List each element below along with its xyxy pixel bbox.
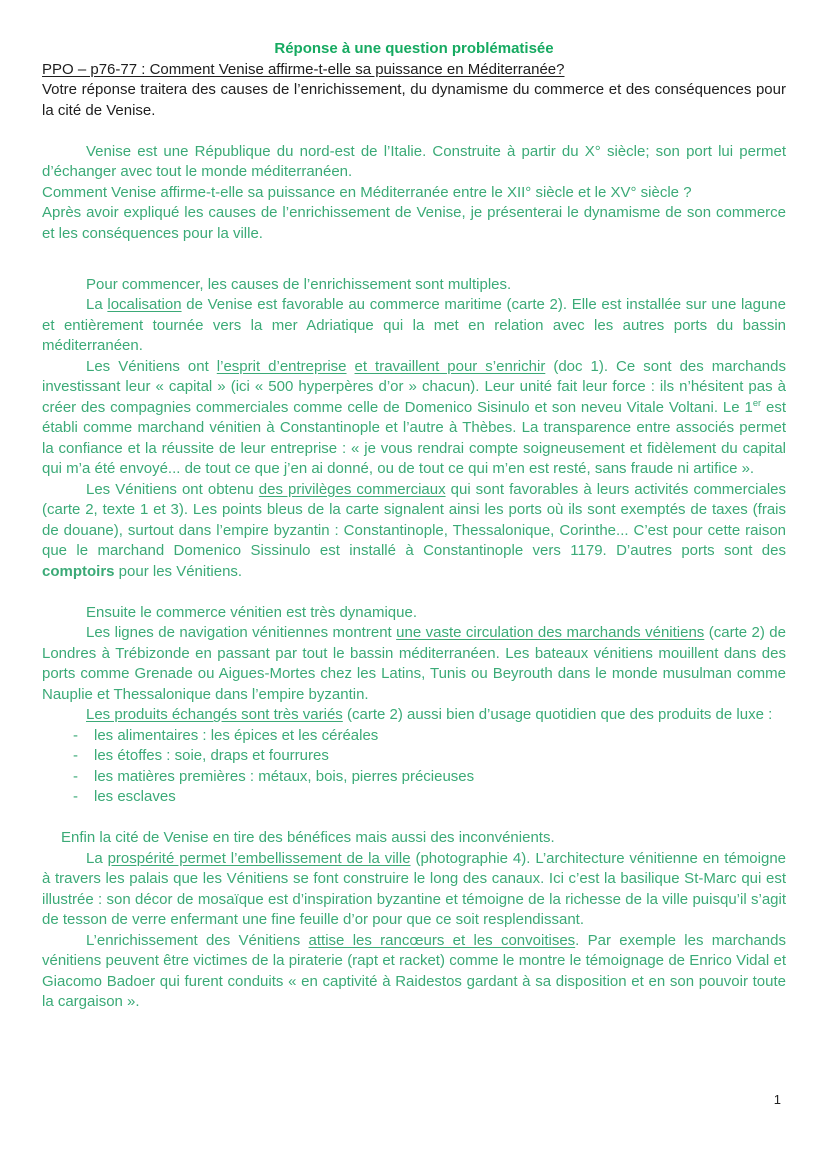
intro-paragraph <box>42 142 791 183</box>
text-run: Comment Venise affirme-t-elle sa puissance en Méditerranée entre le XII° siècle et le XV° siècle ? <box>42 183 692 201</box>
doc-subject-heading <box>42 60 786 81</box>
list-dash-marker: - <box>73 767 78 785</box>
text-run: (doc 1). Ce sont des marchands investissant leur « capital » (ici « 500 hyperpères d’or » chacun). Leur unité fait leur force : ils n’hésitent pas à créer des compagnies commerciales comme celle de Domenico Sisinulo et son neveu Vitale Voltani. Le 1 <box>42 357 791 416</box>
part1-intro <box>42 275 786 296</box>
text-run: Enfin la cité de Venise en tire des bénéfices mais aussi des inconvénients. <box>61 829 555 847</box>
text-run: Les Vénitiens ont <box>86 357 217 375</box>
text-run <box>347 358 355 375</box>
text-run: (carte 2) de Londres à Trébizonde en passant par tout le bassin méditerranéen. Les bateaux vénitiens mouillent dans des ports comme Grenade ou Aigues-Mortes chez les Latins, Tunis ou Beyrouth dans le monde musulman comme Nauplie et Thessalonique dans l’empire byzantin. <box>42 624 791 703</box>
part1-privileges <box>42 480 791 583</box>
part2-navigation <box>42 623 791 705</box>
list-dash-marker: - <box>73 788 78 806</box>
list-item-text <box>94 727 378 744</box>
text-run: (carte 2) aussi bien d’usage quotidien que des produits de luxe : <box>342 706 773 724</box>
text-run: (photographie 4). L’architecture vénitienne en témoigne à travers les palais que les Vénitiens se font construire le long des canaux. Ici c’est la basilique St-Marc qui est illustrée : son décor de mosaïque est d’inspiration byzantine et témoigne de la richesse de la ville puisqu’il s’agit de tesson de verre enfermant une fine feuille d’or pour que ce soit resplendissant. <box>42 849 791 929</box>
list-item <box>42 767 786 788</box>
text-run: les étoffes : soie, draps et fourrures <box>94 747 329 765</box>
underlined-text: PPO – p76-77 : Comment Venise affirme-t-elle sa puissance en Méditerranée? <box>42 60 565 78</box>
underlined-text: Les produits échangés sont très variés <box>86 706 343 724</box>
list-dash-marker: - <box>73 747 78 765</box>
text-run: Venise est une République du nord-est de l’Italie. Construite à partir du X° siècle; son port lui permet d’échanger avec tout le monde méditerranéen. <box>42 142 791 180</box>
list-item-text <box>94 788 176 805</box>
bold-text: comptoirs <box>42 562 115 580</box>
spacer <box>42 582 786 603</box>
text-run: les matières premières : métaux, bois, pierres précieuses <box>94 767 475 785</box>
superscript-text: er <box>752 397 762 408</box>
underlined-text: des privilèges commerciaux <box>258 480 446 498</box>
underlined-text: prospérité permet l’embellissement de la ville <box>107 849 411 867</box>
text-run: L’enrichissement des Vénitiens <box>86 931 309 949</box>
list-item-text <box>94 747 329 764</box>
list-dash-marker: - <box>73 726 78 744</box>
list-item <box>42 746 786 767</box>
text-run: de Venise est favorable au commerce maritime (carte 2). Elle est installée sur une lagune et entièrement tournée vers la mer Adriatique qui la met en relation avec les autres ports du bassin méditerranéen. <box>42 296 791 355</box>
doc-title <box>42 39 786 60</box>
produits-list <box>42 726 786 808</box>
text-run: . Par exemple les marchands vénitiens peuvent être victimes de la piraterie (rapt et racket) comme le montre le témoignage de Enrico Vidal et Giacomo Badoer qui furent conduits « en captivité à Raidestos gardant à sa disposition et en son pouvoir toute la cargaison ». <box>42 931 791 1011</box>
document-body <box>42 39 791 1013</box>
text-run: Les Vénitiens ont obtenu <box>86 480 259 498</box>
text-run: qui sont favorables à leurs activités commerciales (carte 2, texte 1 et 3). Les points bleus de la carte signalent ainsi les ports où ils sont exemptés de taxes (frais de douane), surtout dans l’empire byzantin : Constantinople, Thessalonique, Corinthe... C’est pour cette raison que le marchand Domenico Sissinulo est installé à Constantinople vers 1179. D’autres ports sont des <box>42 480 791 560</box>
part2-produits <box>42 705 786 726</box>
part3-prosperite <box>42 849 791 931</box>
part1-esprit-entreprise <box>42 357 791 480</box>
text-run: Pour commencer, les causes de l’enrichissement sont multiples. <box>86 275 512 293</box>
text-run: Les lignes de navigation vénitiennes montrent <box>86 624 397 642</box>
text-run: Après avoir expliqué les causes de l’enrichissement de Venise, je présenterai le dynamisme de son commerce et les conséquences pour la ville. <box>42 204 791 242</box>
problematique-paragraph <box>42 183 786 204</box>
text-run: les alimentaires : les épices et les céréales <box>94 726 379 744</box>
text-run: La <box>86 849 108 867</box>
plan-paragraph <box>42 203 791 244</box>
text-run: pour les Vénitiens. <box>114 562 243 580</box>
text-run: les esclaves <box>94 788 176 806</box>
list-item <box>42 726 786 747</box>
part1-localisation <box>42 295 791 357</box>
list-item <box>42 787 786 808</box>
spacer <box>42 244 786 275</box>
list-item-text <box>94 768 474 785</box>
underlined-text: l’esprit d’entreprise <box>216 357 347 375</box>
text-run: Ensuite le commerce vénitien est très dynamique. <box>86 603 417 621</box>
underlined-text: une vaste circulation des marchands vénitiens <box>396 624 705 642</box>
part2-intro <box>42 603 786 624</box>
text-run: La <box>86 296 108 314</box>
spacer <box>42 808 786 829</box>
text-run: Réponse à une question problématisée <box>274 40 554 57</box>
doc-instructions <box>42 80 791 121</box>
underlined-text: attise les rancœurs et les convoitises <box>308 931 576 949</box>
part3-convoitises <box>42 931 791 1013</box>
text-run: est établi comme marchand vénitien à Constantinople et l’autre à Thèbes. La transparence entre associés permet la confiance et la réussite de leur entreprise : « je vous rendrai compte soigneusement et fidèlement du capital qui m’a été envoyé... de tout ce que j’en ai donné, ou de tout ce qui m’en est resté, sans fraude ni artifice ». <box>42 398 791 478</box>
page-number: 1 <box>773 1092 781 1107</box>
spacer <box>42 121 786 142</box>
part3-intro <box>42 828 786 849</box>
underlined-text: localisation <box>107 296 182 314</box>
underlined-text: et travaillent pour s’enrichir <box>354 357 546 375</box>
text-run: Votre réponse traitera des causes de l’enrichissement, du dynamisme du commerce et des conséquences pour la cité de Venise. <box>42 81 791 119</box>
